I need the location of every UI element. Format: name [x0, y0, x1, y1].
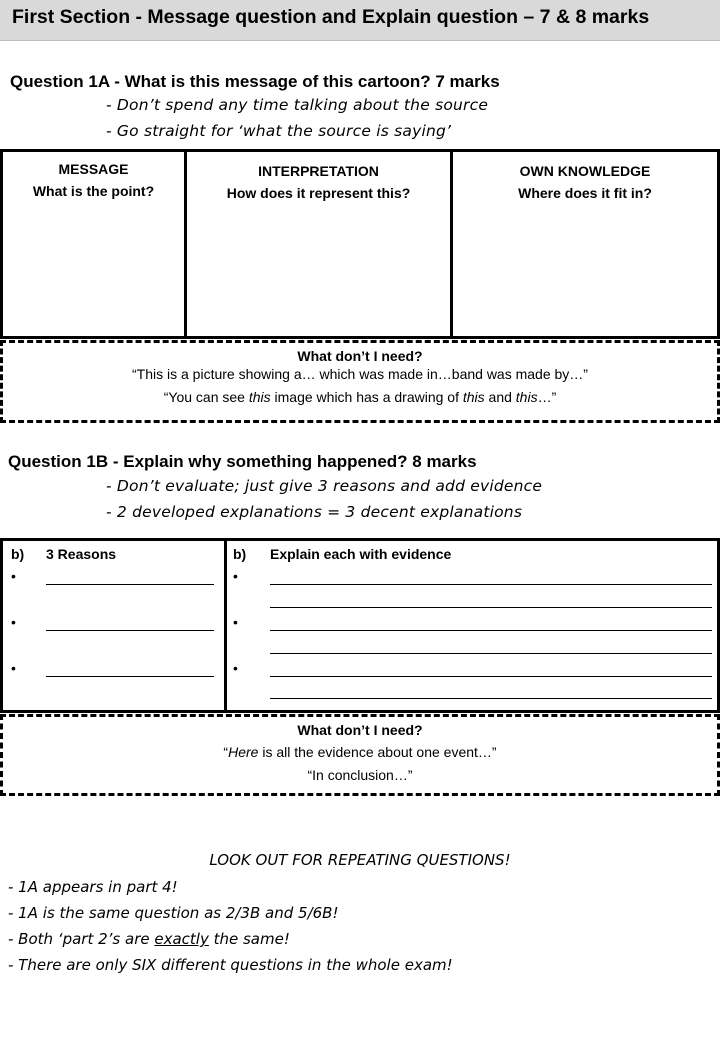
interpretation-subtitle: How does it represent this? — [226, 185, 411, 201]
explain-line-2[interactable] — [270, 607, 712, 608]
lookout-item-3 — [8, 930, 290, 948]
q1b-dont-need-line-2: “In conclusion…” — [307, 767, 413, 783]
lookout-item-2: - 1A is the same question as 2/3B and 5/6B! — [8, 904, 339, 922]
page-title: First Section - Message question and Explain question – 7 & 8 marks — [12, 6, 650, 28]
explain-line-3[interactable] — [270, 630, 712, 631]
lookout-heading: LOOK OUT FOR REPEATING QUESTIONS! — [209, 851, 511, 869]
explain-bullet-1: • — [233, 568, 238, 584]
reason-line-2[interactable] — [46, 630, 214, 631]
explain-line-6[interactable] — [270, 698, 712, 699]
text-span: and — [484, 389, 516, 405]
own-knowledge-subtitle: Where does it fit in? — [518, 185, 652, 201]
reason-line-3[interactable] — [46, 676, 214, 677]
own-knowledge-column-header — [453, 160, 717, 204]
reason-bullet-1: • — [11, 568, 16, 584]
question-1a-heading: Question 1A - What is this message of this cartoon? 7 marks — [10, 72, 500, 91]
text-span: is all the evidence about one event…” — [258, 744, 497, 760]
italic-span: this — [248, 389, 271, 405]
interpretation-column-header — [187, 160, 450, 204]
q1b-dont-need-line-1 — [0, 741, 720, 763]
own-knowledge-title: OWN KNOWLEDGE — [519, 163, 651, 179]
interpretation-title: INTERPRETATION — [258, 163, 379, 179]
text-span: …” — [537, 389, 557, 405]
text-span: “ — [223, 744, 229, 760]
q1b-divider — [224, 538, 227, 713]
reasons-marker: b) — [11, 546, 25, 562]
explain-line-4[interactable] — [270, 653, 712, 654]
reason-line-1[interactable] — [46, 584, 214, 585]
lookout-item-4: - There are only SIX different questions in the whole exam! — [8, 956, 453, 974]
text-span: - Both ‘part 2’s are — [8, 930, 155, 948]
q1b-dont-need-title: What don’t I need? — [297, 722, 423, 738]
italic-span: this — [462, 389, 485, 405]
question-1b-heading: Question 1B - Explain why something happened? 8 marks — [8, 452, 477, 471]
q1a-dont-need-line-1: “This is a picture showing a… which was made in…band was made by…” — [132, 366, 588, 382]
q1a-tip-2: - Go straight for ‘what the source is saying’ — [106, 122, 452, 140]
explain-line-1[interactable] — [270, 584, 712, 585]
italic-span: this — [515, 389, 538, 405]
q1a-dont-need-title: What don’t I need? — [297, 348, 423, 364]
reasons-title: 3 Reasons — [46, 546, 117, 562]
text-span: the same! — [208, 930, 290, 948]
italic-span: Here — [228, 744, 259, 760]
explain-title: Explain each with evidence — [270, 546, 452, 562]
q1b-tip-2: - 2 developed explanations = 3 decent explanations — [106, 503, 523, 521]
lookout-item-1: - 1A appears in part 4! — [8, 878, 178, 896]
q1b-tip-1: - Don’t evaluate; just give 3 reasons and add evidence — [106, 477, 543, 495]
reason-bullet-2: • — [11, 614, 16, 630]
message-title: MESSAGE — [58, 161, 129, 177]
text-span: image which has a drawing of — [270, 389, 463, 405]
explain-bullet-2: • — [233, 614, 238, 630]
q1a-dont-need-line-2 — [0, 386, 720, 408]
explain-line-5[interactable] — [270, 676, 712, 677]
explain-bullet-3: • — [233, 660, 238, 676]
message-subtitle: What is the point? — [32, 183, 155, 199]
reason-bullet-3: • — [11, 660, 16, 676]
q1a-tip-1: - Don’t spend any time talking about the source — [106, 96, 489, 114]
message-column-header — [3, 158, 184, 202]
text-span: “You can see — [163, 389, 249, 405]
underlined-span: exactly — [154, 930, 209, 948]
explain-marker: b) — [233, 546, 247, 562]
q1b-table — [0, 538, 720, 713]
